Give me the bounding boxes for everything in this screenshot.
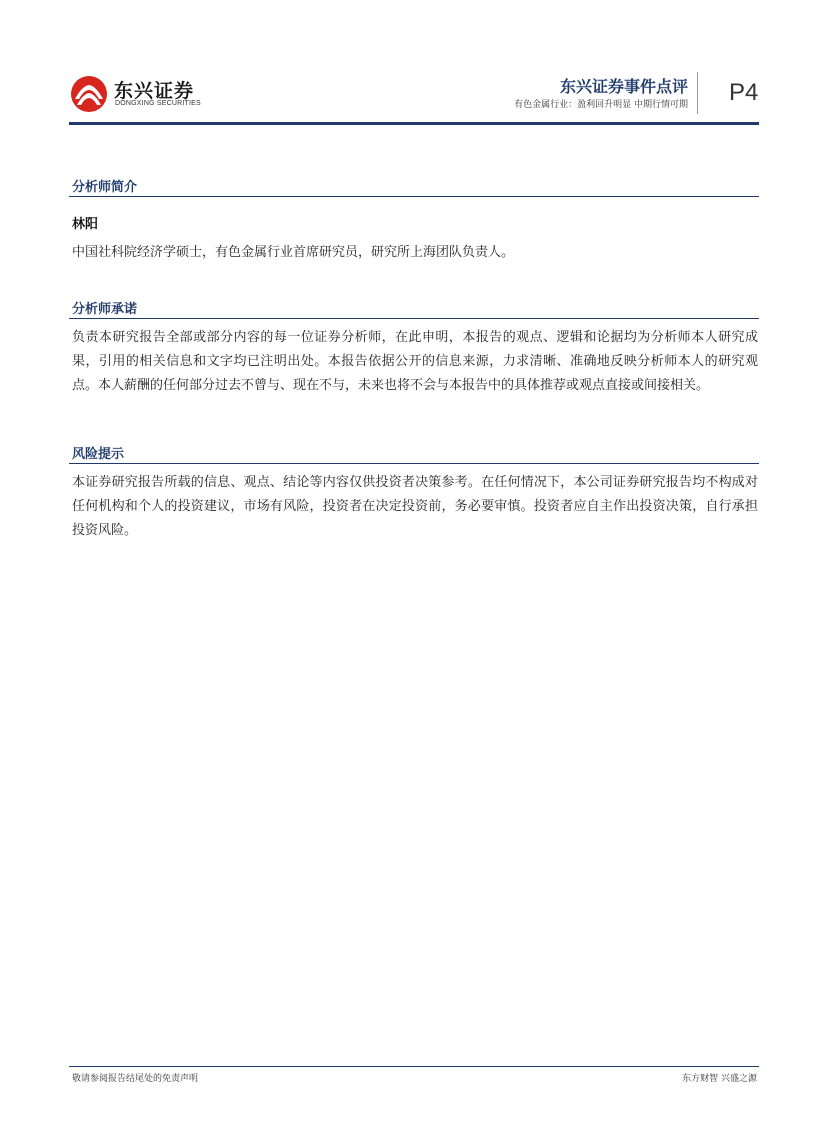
page-number: P4 [729,79,759,106]
report-type-title: 东兴证券事件点评 [559,77,688,96]
analyst-bio: 中国社科院经济学硕士，有色金属行业首席研究员，研究所上海团队负责人。 [72,245,515,260]
section-rule [69,463,759,464]
footer-slogan: 东方财智 兴盛之源 [682,1074,757,1084]
report-subtitle: 有色金属行业：盈利回升明显 中期行情可期 [514,100,688,110]
header-divider [697,72,698,114]
header-rule [69,122,759,125]
logo-english-name: DONGXING SECURITIES [115,100,201,107]
logo-chinese-name: 东兴证券 [114,80,195,102]
logo-emblem-icon [69,74,109,114]
risk-warning-text: 本证券研究报告所载的信息、观点、结论等内容仅供投资者决策参考。在任何情况下，本公司证券研究报告均不构成对任何机构和个人的投资建议，市场有风险，投资者在决定投资前，务必要审慎。投资者应自主作出投资决策，自行承担投资风险。 [72,475,758,538]
section-title-risk-warning: 风险提示 [72,447,125,462]
section-title-analyst-profile: 分析师简介 [72,180,138,195]
analyst-name: 林阳 [72,217,99,232]
company-logo [69,74,209,114]
section-title-analyst-commitment: 分析师承诺 [72,302,138,317]
footer-disclaimer-note: 敬请参阅报告结尾处的免责声明 [72,1074,199,1084]
section-rule [69,318,759,319]
footer-rule [69,1066,759,1067]
analyst-commitment-text: 负责本研究报告全部或部分内容的每一位证券分析师，在此申明，本报告的观点、逻辑和论据均为分析师本人研究成果，引用的相关信息和文字均已注明出处。本报告依据公开的信息来源，力求清晰、准确地反映分析师本人的研究观点。本人薪酬的任何部分过去不曾与、现在不与，未来也将不会与本报告中的具体推荐或观点直接或间接相关。 [72,330,758,393]
section-rule [69,196,759,197]
